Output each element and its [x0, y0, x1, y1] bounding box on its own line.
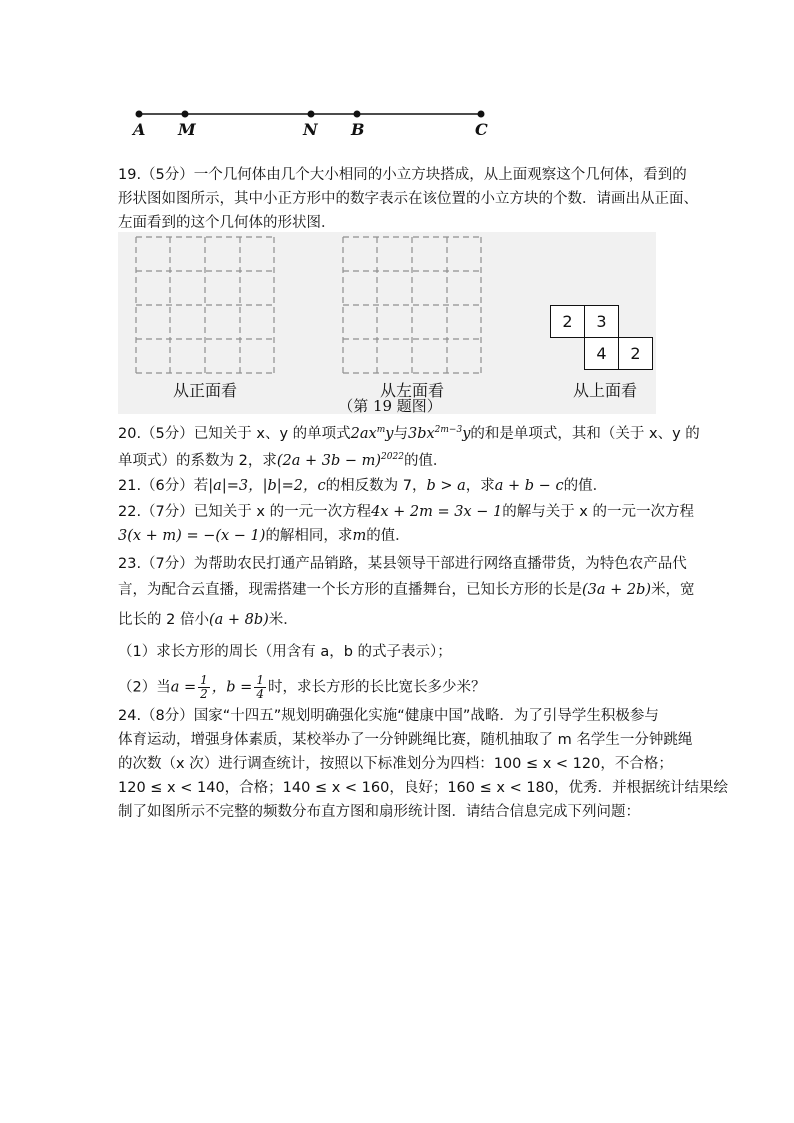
q22-math3: m	[352, 528, 367, 544]
q23-b-equals: ，b =	[211, 679, 253, 696]
top-view-cell: 2	[618, 337, 653, 370]
q24-line3: 的次数（x 次）进行调查统计，按照以下标准划分为四档：100 ≤ x < 120，不合格；	[118, 756, 673, 772]
label-left-view: 从左面看	[379, 381, 444, 400]
q20-expression: $(2a + 3b - m)^{2022}$	[276, 452, 404, 469]
top-view-cell: 4	[584, 337, 619, 370]
point-A	[136, 111, 143, 118]
q19-line2: 形状图如图所示，其中小正方形中的数字表示在该位置的小立方块的个数．请画出从正面、	[118, 191, 698, 207]
q23-a-equals: a =	[170, 679, 197, 696]
q22-text-c: 的解相同，求	[265, 528, 353, 544]
q23-line1: 23.（7分）为帮助农民打通产品销路，某县领导干部进行网络直播带货，为特色农产品代	[118, 556, 687, 572]
q23-length-expr: (3a + 2b)	[582, 582, 652, 598]
q23-sub2b: 时，求长方形的长比宽长多少米？	[267, 679, 486, 696]
point-N	[308, 111, 315, 118]
q24-line2: 体育运动，增强身体素质，某校举办了一分钟跳绳比赛，随机抽取了 m 名学生一分钟跳绳	[118, 732, 693, 748]
q23-frac-b: $\frac{1}{4}$	[256, 673, 264, 701]
point-label-B: B	[351, 120, 365, 139]
q19-line3: 左面看到的这个几何体的形状图．	[118, 215, 336, 231]
q21-text-b: 的相反数为 7，	[325, 478, 427, 494]
q23-sub2a: （2）当	[118, 679, 171, 696]
point-label-C: C	[475, 120, 488, 139]
left-view-grid	[342, 236, 482, 374]
q20-text-c: 的和是单项式，其和（关于 x、y 的	[470, 426, 700, 442]
question-23	[118, 552, 695, 701]
q24-line4: 120 ≤ x < 140，合格；140 ≤ x < 160，良好；160 ≤ x < 180，优秀．并根据统计结果绘	[118, 780, 729, 796]
q23-line2: 言，为配合云直播，现需搭建一个长方形的直播舞台，已知长方形的长是	[118, 582, 582, 598]
q21-math1: |a|=3，|b|=2，c	[208, 478, 326, 494]
q22-equation2: 3(x + m) = −(x − 1)	[118, 528, 266, 544]
q21-math3: a + b − c	[494, 478, 564, 494]
q20-text-b: 与	[393, 426, 408, 442]
question-24	[118, 704, 729, 824]
point-C	[478, 111, 485, 118]
q22-text-a: 22.（7分）已知关于 x 的一元一次方程	[118, 504, 372, 520]
q22-equation1: 4x + 2m = 3x − 1	[371, 504, 503, 520]
q22-text-d: 的值．	[366, 528, 410, 544]
q23-width-diff-expr: (a + 8b)	[208, 612, 269, 628]
front-view-grid	[135, 236, 275, 374]
q22-text-b: 的解与关于 x 的一元一次方程	[502, 504, 695, 520]
q20-line2b: 的值．	[403, 453, 448, 469]
q20-text-a: 20.（5分）已知关于 x、y 的单项式	[118, 426, 351, 442]
figure-19-caption: （第 19 题图）	[338, 397, 442, 415]
q24-line1: 24.（8分）国家“十四五”规划明确强化实施“健康中国”战略．为了引导学生积极参与	[118, 708, 659, 724]
top-view-cell: 2	[550, 305, 585, 338]
q21-text-d: 的值．	[563, 478, 608, 494]
point-M	[182, 111, 189, 118]
q20-term2: $3bx^{2m-3}y$	[407, 425, 471, 442]
q23-line3b: 米．	[268, 612, 298, 628]
question-21	[118, 474, 688, 498]
top-view-cell: 3	[584, 305, 619, 338]
q23-frac-a: $\frac{1}{2}$	[200, 673, 208, 701]
label-front-view: 从正面看	[172, 381, 237, 400]
q21-text-a: 21.（6分）若	[118, 478, 209, 494]
q23-line3a: 比长的 2 倍小	[118, 612, 209, 628]
point-label-M: M	[178, 120, 196, 139]
q19-line1: 19.（5分）一个几何体由几个大小相同的小立方块搭成，从上面观察这个几何体，看到的	[118, 167, 687, 183]
q23-sub1: （1）求长方形的周长（用含有 a，b 的式子表示）；	[118, 644, 452, 660]
q20-term1: $2ax^my$	[350, 425, 394, 442]
question-22	[118, 500, 695, 548]
point-label-N: N	[303, 120, 318, 139]
question-20	[118, 422, 700, 473]
question-19	[118, 163, 698, 235]
q21-text-c: ，求	[465, 478, 495, 494]
q20-line2a: 单项式）的系数为 2，求	[118, 453, 277, 469]
q21-math2: b > a	[426, 478, 466, 494]
label-top-view: 从上面看	[572, 381, 637, 400]
q24-line5: 制了如图所示不完整的频数分布直方图和扇形统计图．请结合信息完成下列问题：	[118, 804, 640, 820]
point-label-A: A	[133, 120, 146, 139]
q23-line2b: 米，宽	[651, 582, 695, 598]
point-B	[354, 111, 361, 118]
